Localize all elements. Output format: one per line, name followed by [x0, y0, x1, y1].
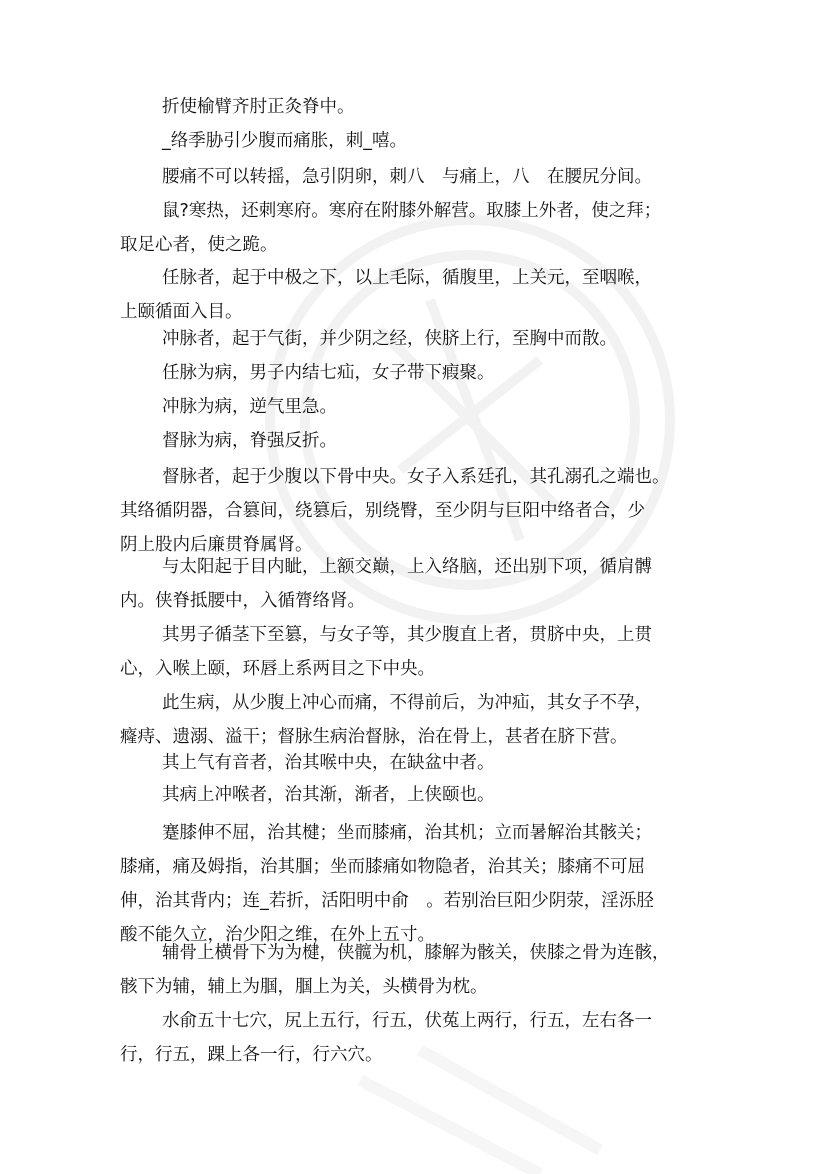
text-line: 内。侠脊抵腰中，入循膂络肾。 — [120, 591, 365, 611]
text-line: 腰痛不可以转摇，急引阴卵，刺八 与痛上，八 在腰尻分间。 — [162, 167, 652, 187]
text-line: 任脉为病，男子内结七疝，女子带下瘕聚。 — [162, 363, 495, 383]
paragraph — [120, 778, 720, 812]
text-line: 其上气有音者，治其喉中央，在缺盆中者。 — [162, 753, 495, 773]
paragraph — [120, 160, 720, 194]
paragraph — [120, 550, 720, 618]
text-line: 督脉者，起于少腹以下骨中央。女子入系廷孔，其孔溺孔之端也。 — [162, 467, 670, 487]
text-line: 上颐循面入目。 — [120, 302, 243, 322]
text-line: 督脉为病，脊强反折。 — [162, 431, 337, 451]
text-line: 膝痛，痛及姆指，治其腘；坐而膝痛如物隐者，治其关；膝痛不可屈 — [120, 857, 645, 877]
text-line: 其络循阴器，合篡间，绕篡后，别绕臀，至少阴与巨阳中络者合，少 — [120, 501, 645, 521]
text-line: 心，入喉上颐，环唇上系两目之下中央。 — [120, 659, 435, 679]
text-line: 冲脉为病，逆气里急。 — [162, 397, 337, 417]
text-line: 伸，治其背内；连_若折，活阳明中俞 。若别治巨阳少阴荥，淫泺胫 — [120, 891, 654, 911]
paragraph — [120, 261, 720, 329]
text-line: 辅骨上横骨下为为楗，侠髋为机，膝解为骸关，侠膝之骨为连骸， — [162, 943, 670, 963]
paragraph — [120, 90, 720, 124]
paragraph — [120, 1004, 720, 1072]
paragraph — [120, 322, 720, 356]
paragraph — [120, 390, 720, 424]
paragraph — [120, 124, 720, 158]
text-line: 癃痔、遗溺、溢干；督脉生病治督脉，治在骨上，甚者在脐下营。 — [120, 727, 628, 747]
paragraph — [120, 424, 720, 458]
text-line: _络季胁引少腹而痛胀，刺_嘻。 — [162, 131, 407, 151]
text-line: 酸不能久立，治少阳之维，在外上五寸。 — [120, 925, 435, 945]
text-line: 此生病，从少腹上冲心而痛，不得前后，为冲疝，其女子不孕， — [162, 693, 652, 713]
text-line: 其病上冲喉者，治其渐，渐者，上侠颐也。 — [162, 785, 495, 805]
text-line: 行，行五，踝上各一行，行六穴。 — [120, 1045, 383, 1065]
text-line: 任脉者，起于中极之下，以上毛际，循腹里，上关元，至咽喉， — [162, 268, 652, 288]
text-line: 冲脉者，起于气街，并少阴之经，侠脐上行，至胸中而散。 — [162, 329, 617, 349]
paragraph — [120, 746, 720, 780]
text-line: 取足心者，使之跪。 — [120, 235, 278, 255]
text-line: 折使榆臂齐肘正灸脊中。 — [162, 97, 355, 117]
paragraph — [120, 460, 720, 562]
paragraph — [120, 618, 720, 686]
paragraph — [120, 816, 720, 952]
paragraph — [120, 356, 720, 390]
text-line: 阴上股内后廉贯脊属肾。 — [120, 535, 313, 555]
text-line: 其男子循茎下至篡，与女子等，其少腹直上者，贯脐中央，上贯 — [162, 625, 652, 645]
text-line: 鼠?寒热，还刺寒府。寒府在附膝外解营。取膝上外者，使之拜； — [162, 201, 662, 221]
paragraph — [120, 936, 720, 1004]
paragraph — [120, 686, 720, 754]
text-line: 水俞五十七穴，尻上五行，行五，伏菟上两行，行五，左右各一 — [162, 1011, 652, 1031]
paragraph — [120, 194, 720, 262]
text-line: 骸下为辅，辅上为腘，腘上为关，头横骨为枕。 — [120, 977, 488, 997]
text-line: 与太阳起于目内眦，上额交巅，上入络脑，还出别下项，循肩髆 — [162, 557, 652, 577]
text-line: 蹇膝伸不屈，治其楗；坐而膝痛，治其机；立而暑解治其骸关； — [162, 823, 652, 843]
